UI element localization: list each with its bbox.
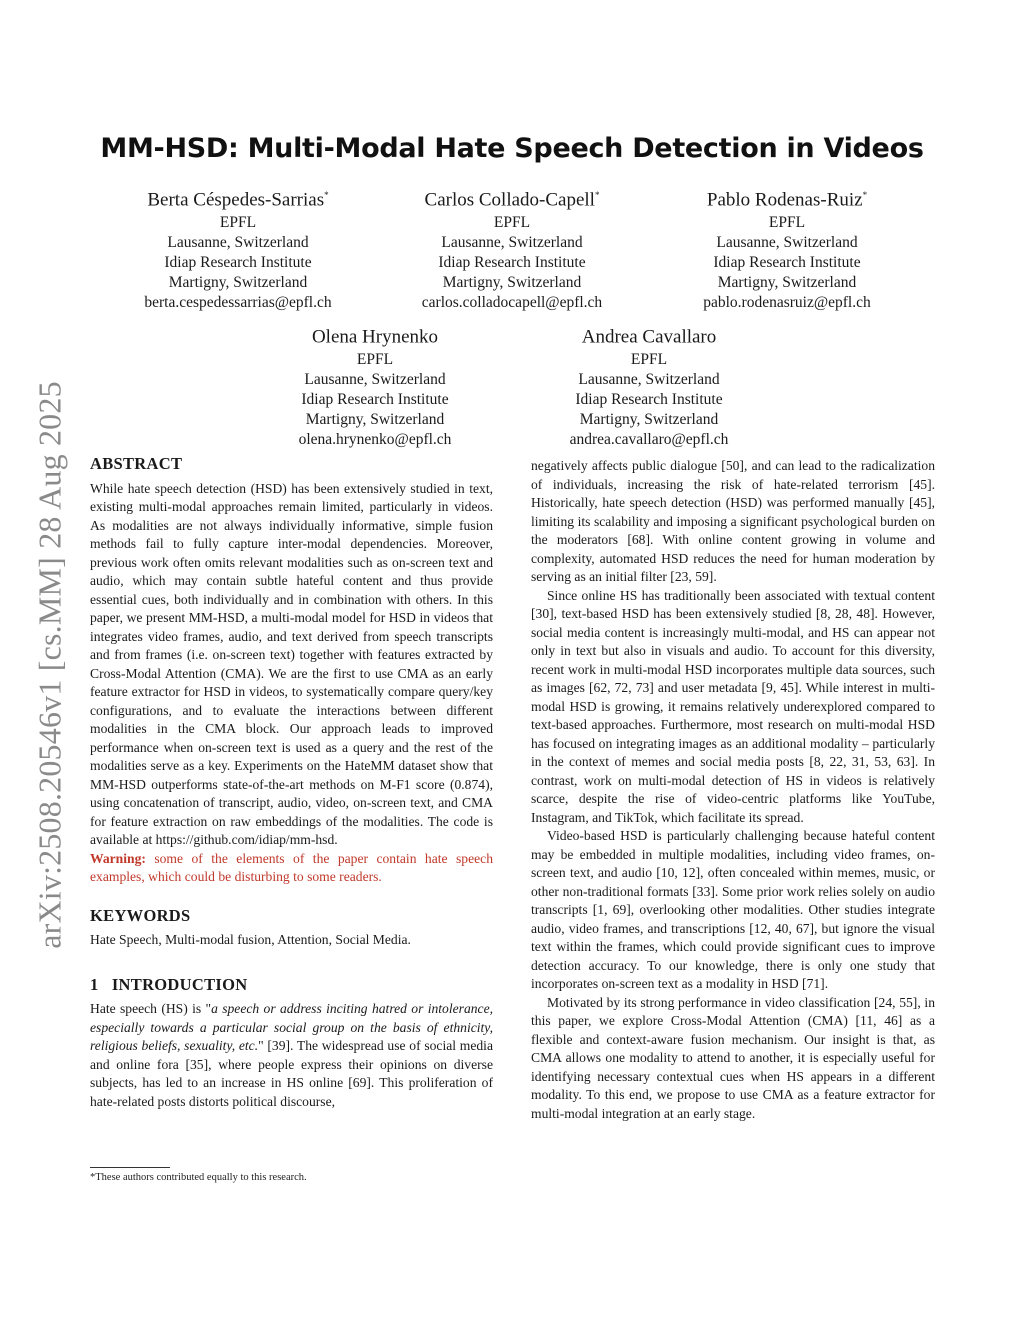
author-name: Pablo Rodenas-Ruiz*	[706, 189, 868, 211]
author-affiliation: EPFL	[219, 214, 257, 232]
author-affiliation: EPFL	[630, 351, 668, 369]
warning-note	[90, 850, 493, 887]
author-block-3	[637, 183, 937, 313]
abstract-heading: ABSTRACT	[90, 454, 183, 473]
warning-label: Warning:	[90, 850, 146, 866]
author-affiliation: Lausanne, Switzerland	[578, 371, 720, 389]
intro-paragraph-1-continued: negatively affects public dialogue [50], and can lead to the radicalization of individuals, increasing the risk of hate-related terrorism [45]. Historically, hate speech detection (HSD) was performed manually [45], limiting its scalability and imposing a significant psychological burden on the moderators [68]. With online content growing in volume and complexity, automated HSD reduces the need for human moderation by serving as an initial filter [23, 59].	[531, 458, 935, 584]
footnote-divider	[90, 1167, 170, 1168]
keywords-heading: KEYWORDS	[90, 905, 191, 925]
author-affiliation: EPFL	[493, 214, 531, 232]
author-name: Carlos Collado-Capell*	[424, 189, 600, 211]
footnote: *These authors contributed equally to this research.	[90, 1172, 307, 1183]
author-email: carlos.colladocapell@epfl.ch	[421, 294, 603, 312]
intro-paragraph-1: Hate speech (HS) is "a speech or address inciting hatred or intolerance, especially towards a particular social group on the basis of ethnicity, religious beliefs, sexuality, etc." [39]. The widespread use of social media and online fora [35], where people express their opinions on diverse subjects, has led to an increase in HS online [69]. This proliferation of hate-related posts distorts political discourse,	[90, 1001, 494, 1109]
author-block-1	[88, 183, 388, 313]
right-column	[531, 457, 935, 1123]
author-affiliation: Lausanne, Switzerland	[304, 371, 446, 389]
author-affiliation: Martigny, Switzerland	[579, 411, 719, 429]
author-block-2	[362, 183, 662, 313]
author-name: Berta Céspedes-Sarrias*	[147, 189, 329, 211]
author-affiliation: Martigny, Switzerland	[168, 274, 308, 292]
author-affiliation: Lausanne, Switzerland	[167, 234, 309, 252]
keywords-text: Hate Speech, Multi-modal fusion, Attention, Social Media.	[90, 932, 411, 947]
author-affiliation: Martigny, Switzerland	[305, 411, 445, 429]
author-affiliation: Idiap Research Institute	[713, 254, 861, 272]
author-block-5	[499, 320, 799, 450]
left-column	[90, 455, 493, 1111]
arxiv-stamp	[20, 360, 80, 970]
author-email: olena.hrynenko@epfl.ch	[298, 431, 452, 449]
author-block-4	[225, 320, 525, 450]
author-affiliation: Idiap Research Institute	[301, 391, 449, 409]
author-affiliation: Lausanne, Switzerland	[716, 234, 858, 252]
author-email: berta.cespedessarrias@epfl.ch	[144, 294, 332, 312]
abstract-text: While hate speech detection (HSD) has been extensively studied in text, existing multi-modal approaches remain limited, particularly in videos. As modalities are not always individually informative, simple fusion methods fail to fully capture inter-modal dependencies. Moreover, previous work often omits relevant modalities such as on-screen text and audio, which may contain subtle hateful content and thus provide essential cues, both individually and in combination with others. In this paper, we present MM-HSD, a multi-modal model for HSD in videos that integrates video frames, audio, and text derived from speech transcripts and from frames (i.e. on-screen text) together with features extracted by Cross-Modal Attention (CMA). We are the first to use CMA as an early feature extractor for HSD in videos, to systematically compare query/key configurations, and to evaluate the interactions between different modalities in the CMA block. Our approach leads to improved performance when on-screen text is used as a query and the rest of the modalities serve as a key. Experiments on the HateMM dataset show that MM-HSD outperforms state-of-the-art methods on M-F1 score (0.874), using concatenation of transcript, audio, video, on-screen text, and CMA for feature extraction on raw embeddings of the modalities. The code is available at https://github.com/idiap/mm-hsd.	[90, 480, 493, 847]
author-name: Andrea Cavallaro	[581, 326, 717, 348]
author-affiliation: EPFL	[768, 214, 806, 232]
intro-paragraph-2: Since online HS has traditionally been associated with textual content [30], text-based HSD has been extensively studied [8, 28, 48]. However, social media content is increasingly multi-modal, and HS can appear not only in text but also in visuals and audio. To account for this diversity, recent work in multi-modal HSD incorporates multiple data sources, such as images [62, 72, 73] and user metadata [9, 45]. While interest in multi-modal HSD is growing, it remains relatively underexplored compared to text-based approaches. Furthermore, most research on multi-modal HSD has focused on integrating images as an additional modality – particularly in the context of memes and social media posts [8, 22, 31, 53, 63]. In contrast, work on multi-modal detection of HS in videos is relatively scarce, despite the rise of video-centric platforms like YouTube, Instagram, and TikTok, which facilitate its spread.	[531, 587, 935, 825]
warning-text: some of the elements of the paper contain hate speech examples, which could be disturbing to some readers.	[90, 850, 493, 884]
introduction-heading: 1 INTRODUCTION	[90, 974, 248, 994]
author-email: andrea.cavallaro@epfl.ch	[569, 431, 729, 449]
paper-title: MM-HSD: Multi-Modal Hate Speech Detection in Videos	[100, 133, 924, 164]
author-affiliation: Idiap Research Institute	[438, 254, 586, 272]
arxiv-stamp-text: arXiv:2508.20546v1 [cs.MM] 28 Aug 2025	[31, 381, 68, 949]
intro-paragraph-4: Motivated by its strong performance in video classification [24, 55], in this paper, we explore Cross-Modal Attention (CMA) [11, 46] as a flexible and context-aware fusion mechanism. Our insight is that, as CMA allows one modality to attend to another, it is especially useful for identifying necessary contextual cues when HS appears in a different modality. To this end, we propose to use CMA as a feature extractor for multi-modal integration at an early stage.	[531, 994, 935, 1121]
author-name: Olena Hrynenko	[311, 326, 439, 348]
author-email: pablo.rodenasruiz@epfl.ch	[703, 294, 871, 312]
author-affiliation: Idiap Research Institute	[164, 254, 312, 272]
author-affiliation: Martigny, Switzerland	[717, 274, 857, 292]
author-affiliation: Martigny, Switzerland	[442, 274, 582, 292]
intro-paragraph-3: Video-based HSD is particularly challenging because hateful content may be embedded in multiple modalities, including video frames, on-screen text, and audio [10, 12], often concealed within memes, music, or other non-traditional formats [33]. Some prior work relies solely on audio transcripts [1, 69], overlooking other modalities. Other studies integrate audio, video frames, and transcriptions [12, 40, 67], but ignore the visual text within the frames, which could provide significant cues to improve detection accuracy. To our knowledge, there is only one study that incorporates on-screen text as a modality in HSD [71].	[531, 828, 935, 991]
author-affiliation: Idiap Research Institute	[575, 391, 723, 409]
author-affiliation: EPFL	[356, 351, 394, 369]
author-affiliation: Lausanne, Switzerland	[441, 234, 583, 252]
